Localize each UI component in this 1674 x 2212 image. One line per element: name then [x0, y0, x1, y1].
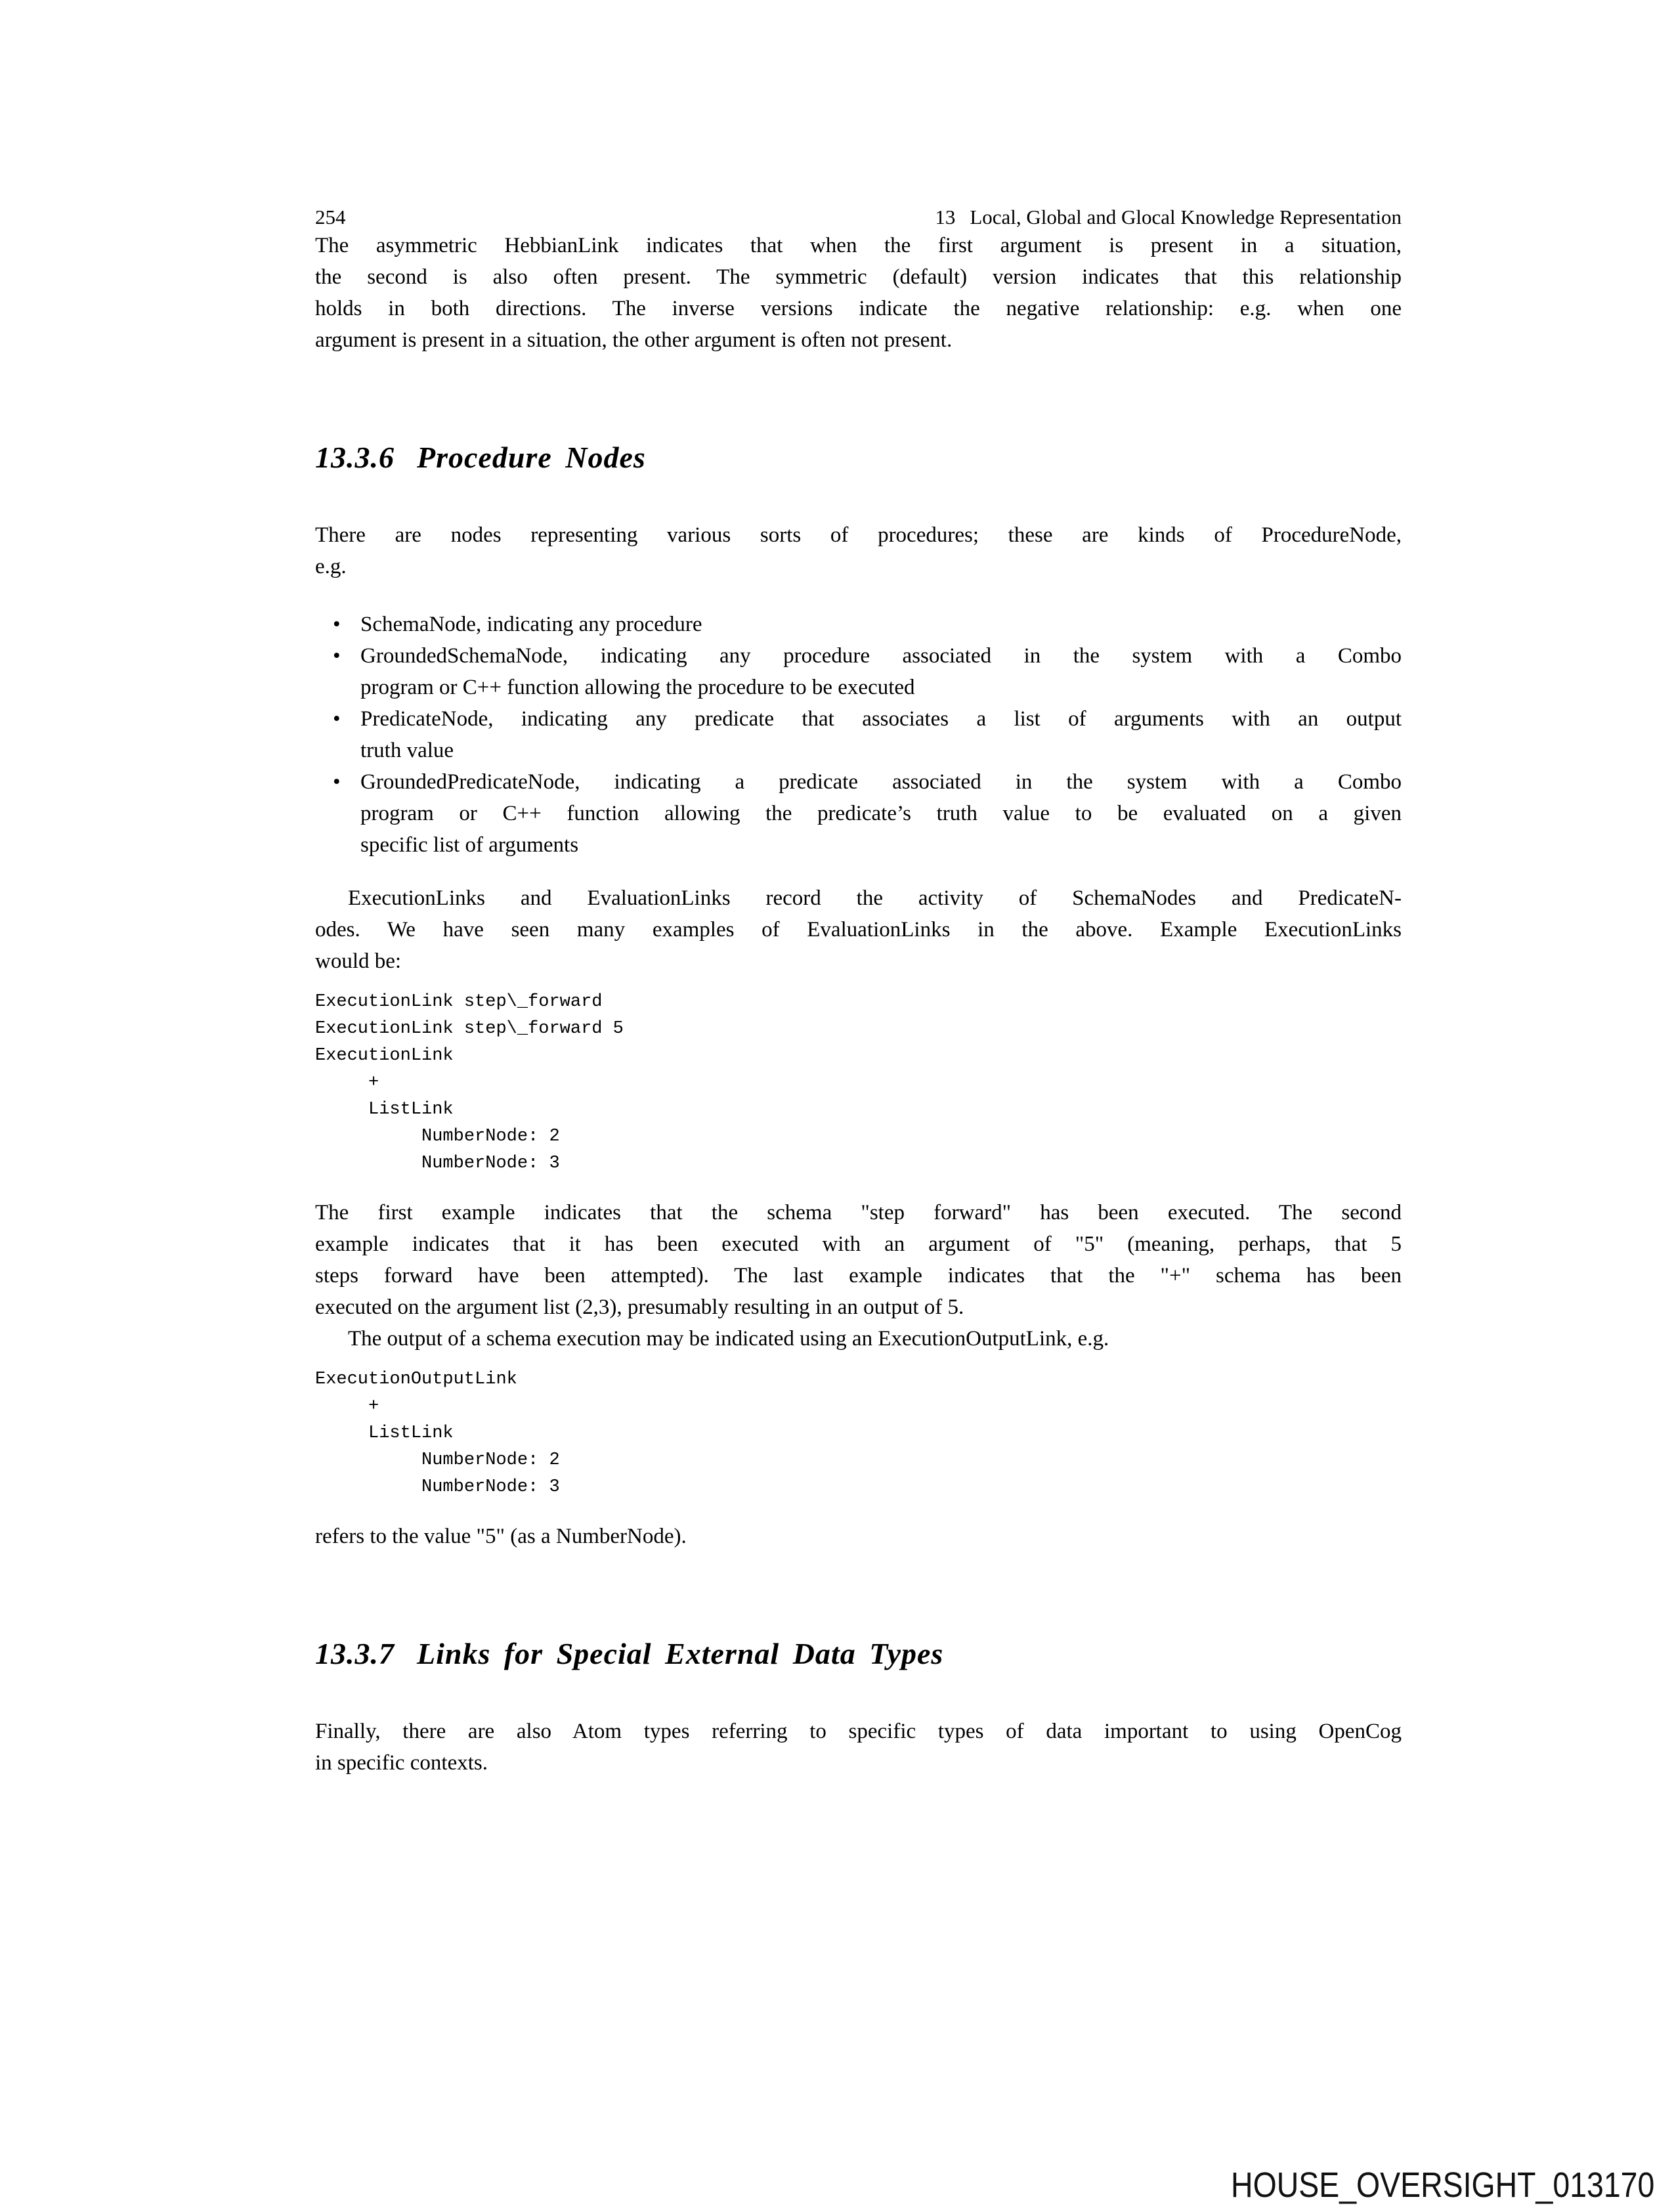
code-line: ExecutionLink step\_forward — [315, 992, 603, 1012]
bullet-list — [315, 609, 1402, 861]
list-item — [315, 640, 1402, 703]
text-line: The output of a schema execution may be indicated using an ExecutionOutputLink, e.g. — [348, 1327, 1109, 1351]
text-line: odes. We have seen many examples of EvaluationLinks in the above. Example ExecutionLinks — [315, 918, 1402, 942]
text-line: steps forward have been attempted). The last example indicates that the "+" schema has been — [315, 1264, 1402, 1288]
text-line: program or C++ function allowing the procedure to be executed — [360, 676, 915, 699]
text-line: The asymmetric HebbianLink indicates that when the first argument is present in a situation, — [315, 234, 1402, 257]
text-line: GroundedSchemaNode, indicating any procedure associated in the system with a Combo — [360, 644, 1402, 668]
text-line: the second is also often present. The symmetric (default) version indicates that this relationship — [315, 265, 1402, 289]
code-line: NumberNode: 3 — [315, 1477, 560, 1497]
text-line: program or C++ function allowing the predicate’s truth value to be evaluated on a given — [360, 802, 1402, 825]
text-line: ExecutionLinks and EvaluationLinks record the activity of SchemaNodes and PredicateN- — [348, 886, 1402, 910]
text-line: holds in both directions. The inverse versions indicate the negative relationship: e.g. when one — [315, 297, 1402, 320]
chapter-number: 13 — [935, 206, 956, 228]
bullet-icon: • — [333, 707, 341, 731]
section-heading — [315, 1634, 1402, 1674]
running-header — [315, 204, 1402, 231]
code-line: ListLink — [315, 1423, 454, 1443]
paragraph — [315, 1197, 1402, 1323]
text-line: e.g. — [315, 555, 347, 578]
code-block — [315, 989, 1402, 1177]
text-line: argument is present in a situation, the other argument is often not present. — [315, 328, 953, 352]
text-line: example indicates that it has been executed with an argument of "5" (meaning, perhaps, that 5 — [315, 1232, 1402, 1256]
paragraph — [315, 1521, 1402, 1552]
text-line: refers to the value "5" (as a NumberNode). — [315, 1525, 687, 1548]
code-line: + — [315, 1397, 379, 1416]
text-line: in specific contexts. — [315, 1751, 488, 1775]
code-line: ExecutionLink — [315, 1046, 454, 1066]
list-item — [315, 609, 1402, 640]
bullet-icon: • — [333, 613, 341, 636]
code-line: NumberNode: 3 — [315, 1154, 560, 1173]
code-line: + — [315, 1073, 379, 1093]
section-number: 13.3.7 — [315, 1637, 395, 1670]
code-line: NumberNode: 2 — [315, 1127, 560, 1146]
paragraph — [315, 230, 1402, 356]
paragraph — [315, 882, 1402, 977]
text-line: PredicateNode, indicating any predicate that associates a list of arguments with an output — [360, 707, 1402, 731]
list-item — [315, 703, 1402, 766]
page-number: 254 — [315, 206, 346, 228]
bullet-icon: • — [333, 770, 341, 794]
bullet-icon: • — [333, 644, 341, 668]
section-number: 13.3.6 — [315, 441, 395, 474]
bates-stamp: HOUSE_OVERSIGHT_013170 — [1230, 2165, 1654, 2205]
chapter-running-title — [935, 204, 1402, 231]
paragraph — [315, 1323, 1402, 1355]
text-line: The first example indicates that the schema "step forward" has been executed. The second — [315, 1201, 1402, 1225]
section-title: Procedure Nodes — [417, 441, 646, 474]
code-block — [315, 1366, 1402, 1501]
text-line: SchemaNode, indicating any procedure — [360, 613, 702, 636]
paragraph — [315, 1716, 1402, 1779]
paragraph — [315, 519, 1402, 582]
content — [315, 230, 1402, 1779]
list-item — [315, 766, 1402, 861]
code-line: ExecutionLink step\_forward 5 — [315, 1019, 624, 1039]
text-line: Finally, there are also Atom types referring to specific types of data important to using OpenCog — [315, 1720, 1402, 1743]
text-line: truth value — [360, 739, 454, 762]
chapter-title: Local, Global and Glocal Knowledge Representation — [970, 206, 1402, 228]
code-line: ExecutionOutputLink — [315, 1370, 517, 1389]
code-line: NumberNode: 2 — [315, 1450, 560, 1470]
text-line: executed on the argument list (2,3), presumably resulting in an output of 5. — [315, 1295, 964, 1319]
text-line: GroundedPredicateNode, indicating a predicate associated in the system with a Combo — [360, 770, 1402, 794]
text-line: There are nodes representing various sorts of procedures; these are kinds of ProcedureNode, — [315, 523, 1402, 547]
section-title: Links for Special External Data Types — [417, 1637, 944, 1670]
section-heading — [315, 438, 1402, 477]
text-line: specific list of arguments — [360, 833, 579, 857]
code-line: ListLink — [315, 1100, 454, 1119]
text-line: would be: — [315, 949, 402, 973]
